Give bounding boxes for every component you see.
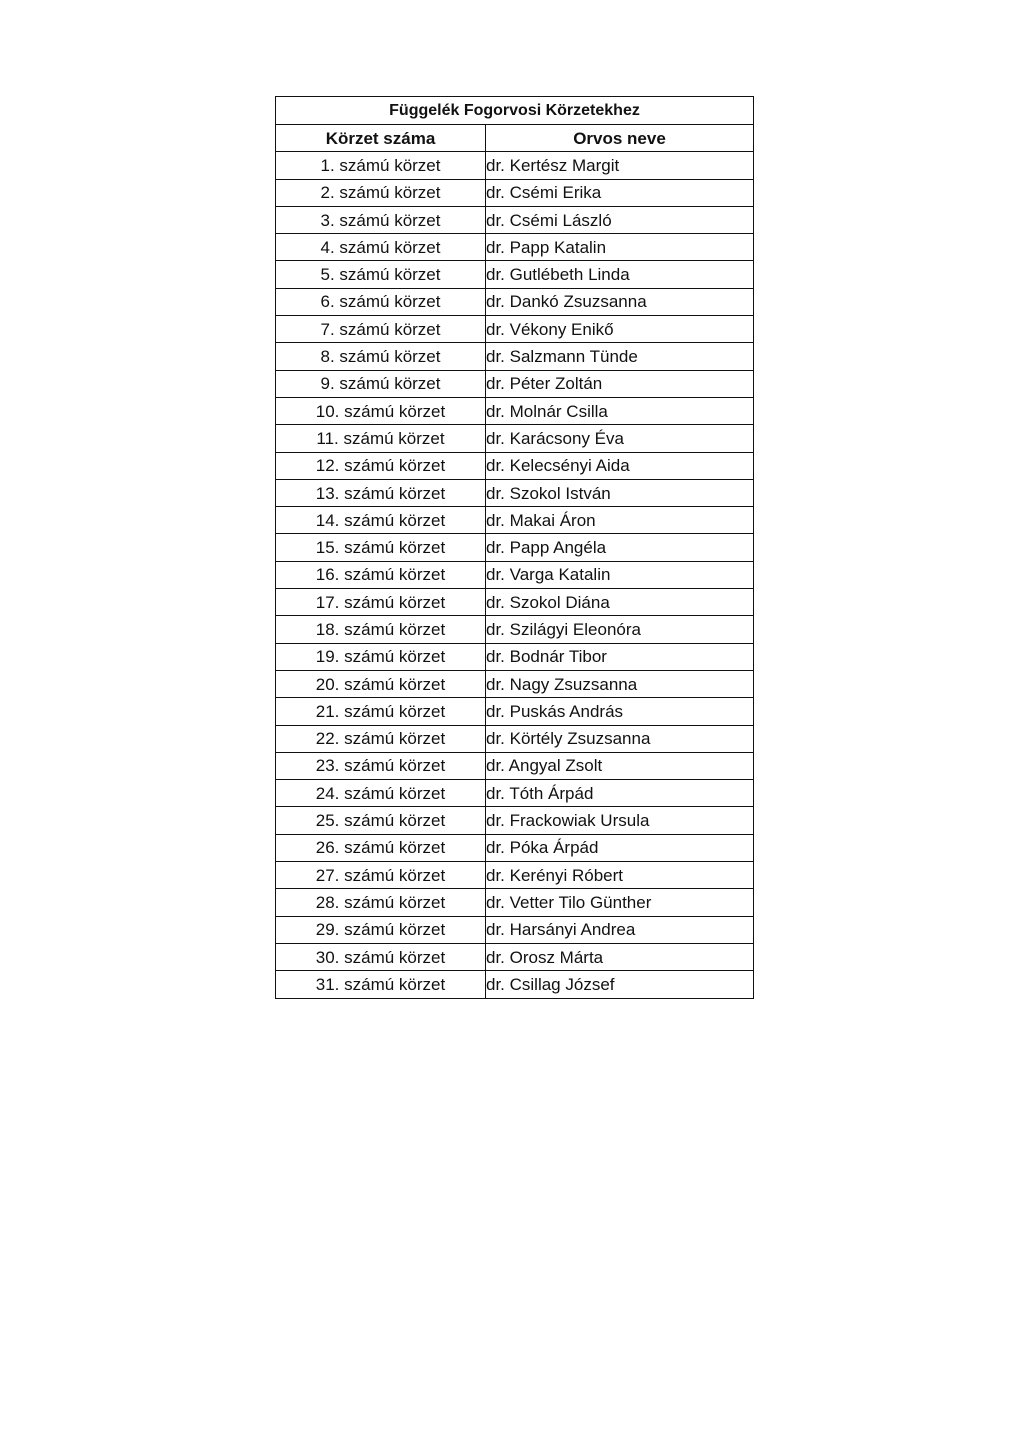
district-cell: 5. számú körzet [276,261,486,288]
district-cell: 10. számú körzet [276,397,486,424]
doctor-cell: dr. Dankó Zsuzsanna [486,288,754,315]
table-row [276,534,754,561]
doctor-cell: dr. Puskás András [486,698,754,725]
table-row [276,971,754,998]
doctor-cell: dr. Szokol István [486,479,754,506]
table-row [276,616,754,643]
table-row [276,152,754,179]
district-table [275,96,754,999]
doctor-cell: dr. Vetter Tilo Günther [486,889,754,916]
district-cell: 9. számú körzet [276,370,486,397]
table-row [276,234,754,261]
doctor-cell: dr. Csémi László [486,206,754,233]
table-row [276,397,754,424]
table-row [276,943,754,970]
doctor-cell: dr. Molnár Csilla [486,397,754,424]
district-cell: 23. számú körzet [276,752,486,779]
doctor-cell: dr. Karácsony Éva [486,425,754,452]
doctor-cell: dr. Kerényi Róbert [486,862,754,889]
doctor-cell: dr. Nagy Zsuzsanna [486,670,754,697]
table-row [276,916,754,943]
doctor-cell: dr. Kertész Margit [486,152,754,179]
district-cell: 13. számú körzet [276,479,486,506]
doctor-cell: dr. Bodnár Tibor [486,643,754,670]
table-row [276,452,754,479]
district-cell: 21. számú körzet [276,698,486,725]
doctor-cell: dr. Körtély Zsuzsanna [486,725,754,752]
district-cell: 29. számú körzet [276,916,486,943]
header-row [276,125,754,152]
doctor-cell: dr. Kelecsényi Aida [486,452,754,479]
district-cell: 2. számú körzet [276,179,486,206]
table-body [276,152,754,998]
table-row [276,643,754,670]
table-row [276,370,754,397]
district-cell: 31. számú körzet [276,971,486,998]
doctor-cell: dr. Makai Áron [486,507,754,534]
table-row [276,862,754,889]
table-row [276,288,754,315]
district-cell: 1. számú körzet [276,152,486,179]
table-row [276,834,754,861]
table-row [276,261,754,288]
doctor-cell: dr. Orosz Márta [486,943,754,970]
column-header-district: Körzet száma [276,125,486,152]
district-cell: 6. számú körzet [276,288,486,315]
table-row [276,316,754,343]
district-cell: 3. számú körzet [276,206,486,233]
table-row [276,425,754,452]
title-row [276,97,754,125]
doctor-cell: dr. Frackowiak Ursula [486,807,754,834]
table-row [276,561,754,588]
district-cell: 14. számú körzet [276,507,486,534]
district-cell: 4. számú körzet [276,234,486,261]
column-header-doctor: Orvos neve [486,125,754,152]
district-cell: 28. számú körzet [276,889,486,916]
doctor-cell: dr. Angyal Zsolt [486,752,754,779]
doctor-cell: dr. Varga Katalin [486,561,754,588]
table-title: Függelék Fogorvosi Körzetekhez [276,97,754,125]
doctor-cell: dr. Vékony Enikő [486,316,754,343]
district-cell: 27. számú körzet [276,862,486,889]
table-row [276,725,754,752]
table-row [276,179,754,206]
table-row [276,670,754,697]
district-cell: 18. számú körzet [276,616,486,643]
doctor-cell: dr. Csillag József [486,971,754,998]
district-cell: 8. számú körzet [276,343,486,370]
table-row [276,206,754,233]
district-cell: 17. számú körzet [276,589,486,616]
district-cell: 20. számú körzet [276,670,486,697]
district-cell: 16. számú körzet [276,561,486,588]
doctor-cell: dr. Salzmann Tünde [486,343,754,370]
district-cell: 22. számú körzet [276,725,486,752]
doctor-cell: dr. Gutlébeth Linda [486,261,754,288]
district-cell: 12. számú körzet [276,452,486,479]
doctor-cell: dr. Papp Angéla [486,534,754,561]
doctor-cell: dr. Harsányi Andrea [486,916,754,943]
district-cell: 11. számú körzet [276,425,486,452]
district-cell: 19. számú körzet [276,643,486,670]
doctor-cell: dr. Póka Árpád [486,834,754,861]
table-row [276,807,754,834]
district-cell: 25. számú körzet [276,807,486,834]
doctor-cell: dr. Péter Zoltán [486,370,754,397]
doctor-cell: dr. Tóth Árpád [486,780,754,807]
doctor-cell: dr. Szokol Diána [486,589,754,616]
district-cell: 7. számú körzet [276,316,486,343]
table-row [276,698,754,725]
doctor-cell: dr. Szilágyi Eleonóra [486,616,754,643]
district-cell: 30. számú körzet [276,943,486,970]
district-cell: 24. számú körzet [276,780,486,807]
table-row [276,780,754,807]
district-cell: 15. számú körzet [276,534,486,561]
doctor-cell: dr. Papp Katalin [486,234,754,261]
table-row [276,507,754,534]
table-row [276,889,754,916]
table-row [276,343,754,370]
doctor-cell: dr. Csémi Erika [486,179,754,206]
table-row [276,589,754,616]
table-row [276,479,754,506]
district-cell: 26. számú körzet [276,834,486,861]
table-row [276,752,754,779]
